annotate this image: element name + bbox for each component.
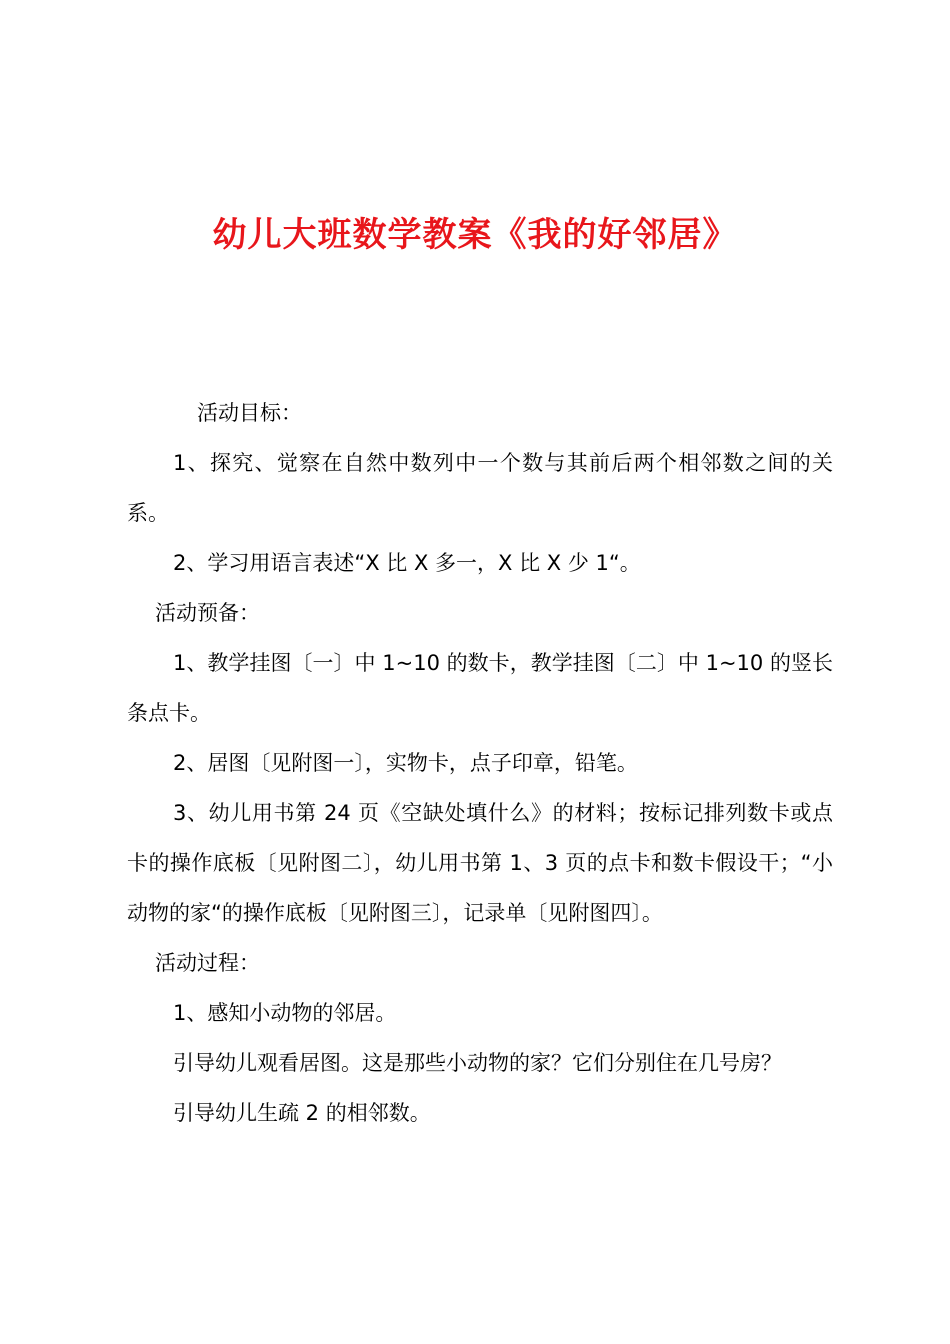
document-title: 幼儿大班数学教案《我的好邻居》: [212, 215, 738, 255]
section-heading-preparation: 活动预备：: [155, 601, 260, 625]
process-paragraph-1: 引导幼儿观看居图。这是那些小动物的家？它们分别住在几号房？: [173, 1051, 782, 1075]
process-paragraph-2: 引导幼儿生疏 2 的相邻数。: [173, 1101, 431, 1125]
goal-item-2: 2、学习用语言表述“X 比 X 多一，X 比 X 少 1“。: [173, 551, 641, 575]
preparation-item-1: 1、教学挂图〔一〕中 1~10 的数卡，教学挂图〔二〕中 1~10 的竖长条点卡。: [127, 651, 833, 725]
preparation-item-3: 3、幼儿用书第 24 页《空缺处填什么》的材料；按标记排列数卡或点卡的操作底板〔见附图二〕，幼儿用书第 1、3 页的点卡和数卡假设干；“小动物的家“的操作底板〔见附图三〕，记录单〔见附图四〕。: [127, 801, 833, 925]
process-item-1: 1、感知小动物的邻居。: [173, 1001, 397, 1025]
section-heading-process: 活动过程：: [155, 951, 260, 975]
section-heading-goals: 活动目标：: [197, 401, 302, 425]
goal-item-1: 1、探究、觉察在自然中数列中一个数与其前后两个相邻数之间的关系。: [127, 451, 833, 525]
document-body: [127, 388, 833, 1138]
preparation-item-2: 2、居图〔见附图一〕，实物卡，点子印章，铅笔。: [173, 751, 638, 775]
